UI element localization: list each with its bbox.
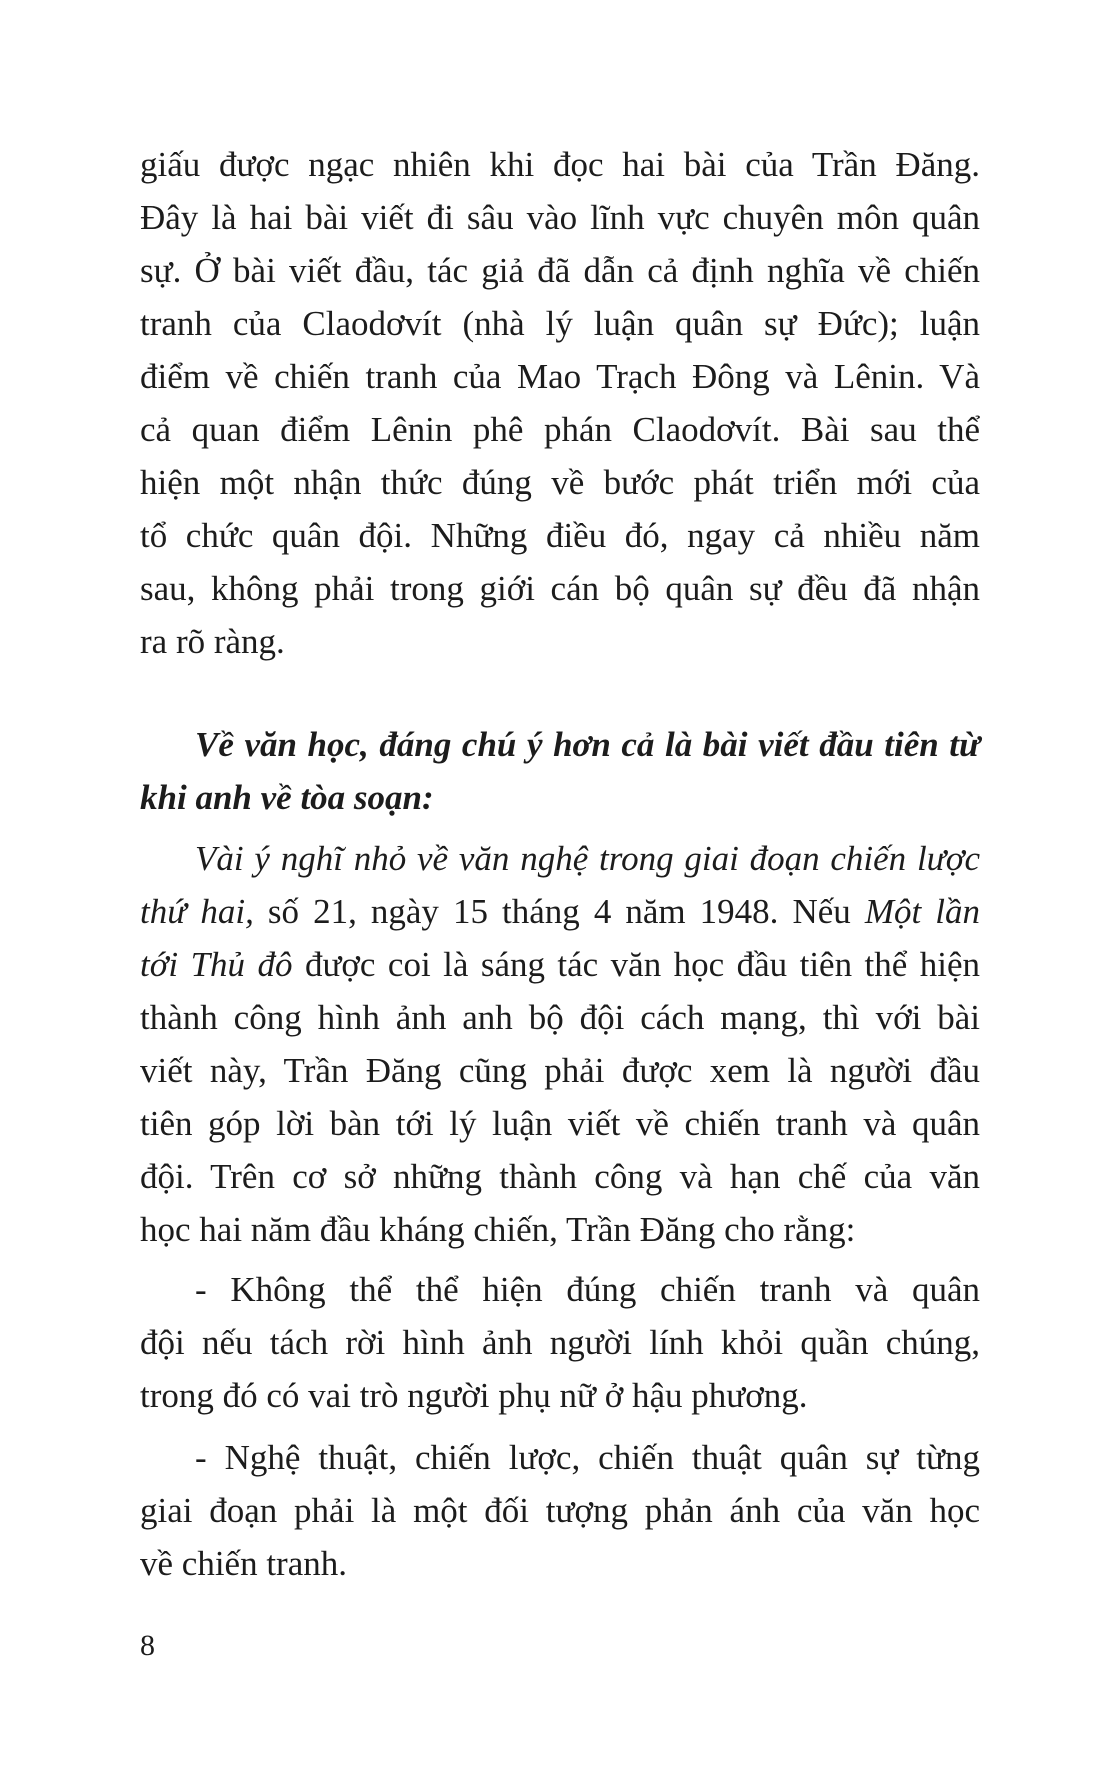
text-line: trong đó có vai trò người phụ nữ ở hậu phương.	[140, 1376, 808, 1415]
text-line: giấu được ngạc nhiên khi đọc hai bài của Trần Đăng.	[140, 145, 980, 184]
text-fragment: số 21, ngày 15 tháng 4 năm 1948. Nếu	[253, 892, 865, 931]
paragraph-military-articles	[140, 138, 980, 668]
page-number: 8	[140, 1629, 155, 1662]
text-line: ra rõ ràng.	[140, 622, 285, 661]
text-line: - Nghệ thuật, chiến lược, chiến thuật quân sự từng	[195, 1438, 980, 1477]
text-line: tranh của Claodơvít (nhà lý luận quân sự Đức); luận	[140, 304, 980, 343]
text-line: cả quan điểm Lênin phê phán Claodơvít. Bài sau thể	[140, 410, 980, 449]
text-line: tổ chức quân đội. Những điều đó, ngay cả nhiều năm	[140, 516, 980, 555]
text-line: - Không thể thể hiện đúng chiến tranh và quân	[195, 1270, 980, 1309]
paragraph-article-discussion	[140, 832, 980, 1256]
text-line: Về văn học, đáng chú ý hơn cả là bài viết đầu tiên từ	[195, 725, 980, 764]
text-line: đội nếu tách rời hình ảnh người lính khỏi quần chúng,	[140, 1323, 980, 1362]
text-line: thành công hình ảnh anh bộ đội cách mạng, thì với bài	[140, 998, 980, 1037]
text-line: học hai năm đầu kháng chiến, Trần Đăng cho rằng:	[140, 1210, 856, 1249]
text-line: giai đoạn phải là một đối tượng phản ánh của văn học	[140, 1491, 980, 1530]
text-line: sự. Ở bài viết đầu, tác giả đã dẫn cả định nghĩa về chiến	[140, 251, 980, 290]
text-line	[140, 885, 980, 938]
text-line: hiện một nhận thức đúng về bước phát triển mới của	[140, 463, 980, 502]
paragraph-point-one	[140, 1263, 980, 1422]
text-line: sau, không phải trong giới cán bộ quân sự đều đã nhận	[140, 569, 980, 608]
text-line: đội. Trên cơ sở những thành công và hạn chế của văn	[140, 1157, 980, 1196]
text-line: Vài ý nghĩ nhỏ về văn nghệ trong giai đoạn chiến lược	[195, 839, 980, 878]
italic-title-fragment: tới Thủ đô	[140, 945, 293, 984]
text-line: tiên góp lời bàn tới lý luận viết về chiến tranh và quân	[140, 1104, 980, 1143]
italic-title-fragment: thứ hai,	[140, 892, 254, 931]
text-line: về chiến tranh.	[140, 1544, 347, 1583]
italic-title-fragment: Một lần	[864, 892, 980, 931]
paragraph-literature-heading	[140, 718, 980, 824]
text-fragment: được coi là sáng tác văn học đầu tiên thể hiện	[292, 945, 981, 984]
text-line: viết này, Trần Đăng cũng phải được xem là người đầu	[140, 1051, 980, 1090]
text-line: Đây là hai bài viết đi sâu vào lĩnh vực chuyên môn quân	[140, 198, 980, 237]
text-line: điểm về chiến tranh của Mao Trạch Đông và Lênin. Và	[140, 357, 980, 396]
paragraph-point-two	[140, 1431, 980, 1590]
text-line	[140, 938, 980, 991]
text-line: khi anh về tòa soạn:	[140, 778, 434, 817]
